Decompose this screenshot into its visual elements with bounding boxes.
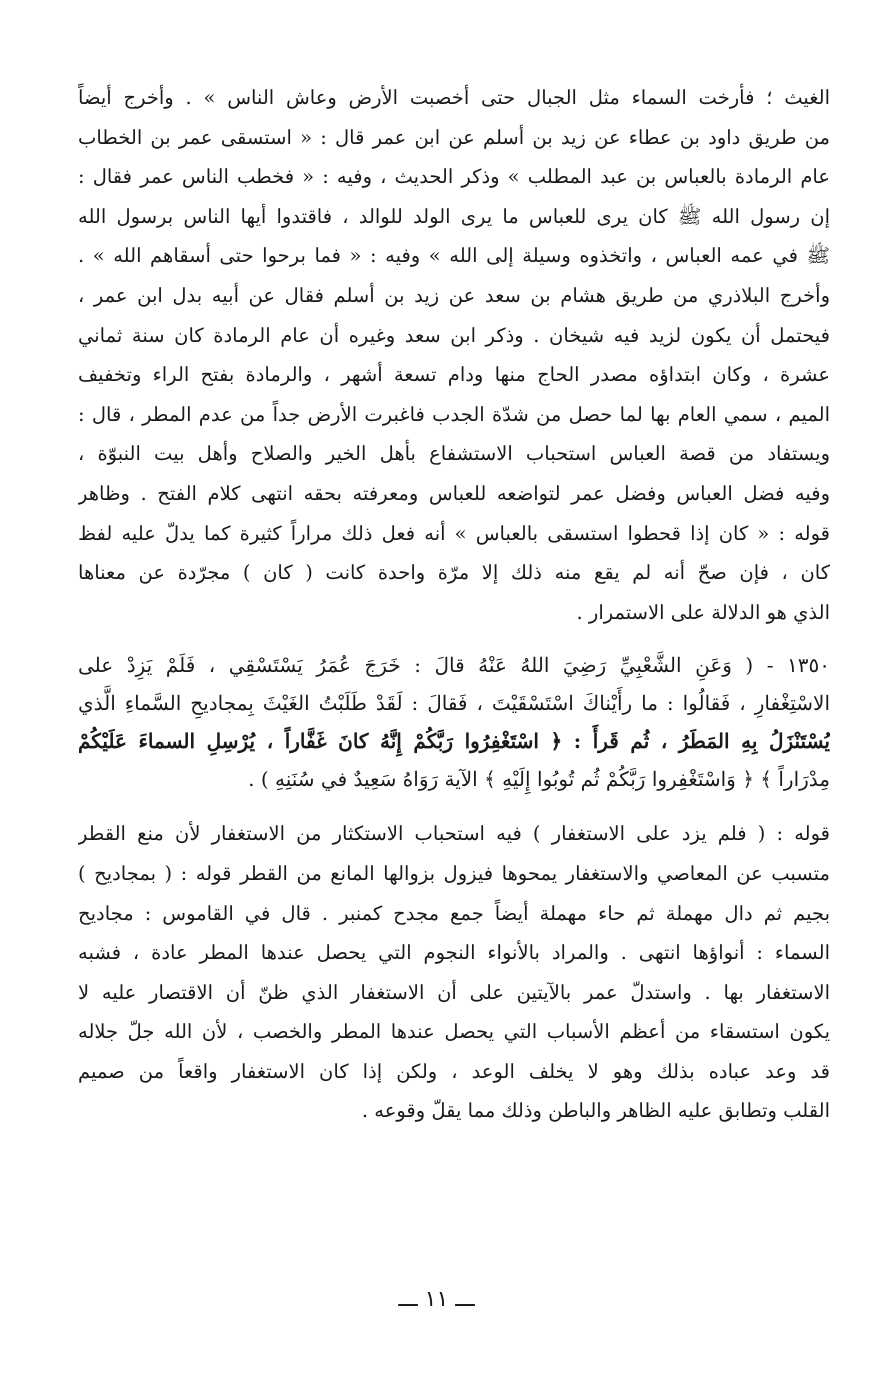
text-line: وفيه فضل العباس وفضل عمر لتواضعه للعباس ومعرفته بحقه انتهى كلام الفتح . وظاهر bbox=[78, 481, 830, 505]
text-line: ويستفاد من قصة العباس استحباب الاستشفاع بأهل الخير والصلاح وأهل بيت النبوّة ، bbox=[78, 442, 830, 466]
text-line: قوله : ( فلم يزد على الاستغفار ) فيه استحباب الاستكثار من الاستغفار لأن منع القطر bbox=[78, 822, 830, 846]
text-line: قوله : « كان إذا قحطوا استسقى بالعباس » أنه فعل ذلك مراراً كثيرة كما يدلّ عليه لفظ bbox=[78, 521, 830, 545]
text-line: القلب وتطابق عليه الظاهر والباطن وذلك مما يقلّ وقوعه . bbox=[361, 1099, 830, 1123]
text-line: الذي هو الدلالة على الاستمرار . bbox=[576, 600, 830, 624]
text-line: متسبب عن المعاصي والاستغفار يمحوها فيزول بزوالها المانع من القطر قوله : ( بمجاديح ) bbox=[78, 861, 830, 885]
text-line: ﷺ في عمه العباس ، واتخذوه وسيلة إلى الله » وفيه : « فما برحوا حتى أسقاهم الله » . bbox=[78, 244, 830, 268]
page-number: ـــ ١١ ـــ bbox=[398, 1287, 475, 1312]
text-line: عام الرمادة بالعباس بن عبد المطلب » وذكر الحديث ، وفيه : « فخطب الناس عمر فقال : bbox=[78, 165, 830, 189]
hadith-line: يُسْتَنْزَلُ بِهِ المَطَرُ ، ثُم قَرأَ : ﴿ اسْتَغْفِرُوا رَبَّكُمْ إِنَّهُ كانَ غَفَّاراً ، يُرْسِلِ السماءَ عَلَيْكُمْ bbox=[78, 729, 830, 754]
text-line: الغيث ؛ فأرخت السماء مثل الجبال حتى أخصبت الأرض وعاش الناس » . وأخرج أيضاً bbox=[78, 86, 830, 109]
hadith-line: مِدْرَاراً ﴾ ﴿ وَاسْتَغْفِروا رَبَّكُمْ ثُم تُوبُوا إِلَيْهِ ﴾ الآية رَوَاهُ سَعِيدٌ في سُنَنِهِ ) . bbox=[248, 767, 830, 792]
text-line: فيحتمل أن يكون لزيد فيه شيخان . وذكر ابن سعد وغيره أن عام الرمادة كان سنة ثماني bbox=[78, 323, 830, 347]
hadith-line: الاسْتِغْفارِ ، فَقالُوا : ما رأَيْناكَ اسْتَسْقَيْتَ ، فَقالَ : لَقَدْ طَلَبْتُ الغَيْثَ بِمجاديحِ السَّماءِ الَّذي bbox=[78, 691, 830, 716]
text-line: يكون استسقاء من أعظم الأسباب التي يحصل عندها المطر والخصب ، لأن الله جلّ جلاله bbox=[78, 1020, 830, 1044]
text-line: وأخرج البلاذري من طريق هشام بن سعد عن زيد بن أسلم فقال عن أبيه بدل ابن عمر ، bbox=[78, 283, 830, 307]
text-line: من طريق داود بن عطاء عن زيد بن أسلم عن ابن عمر قال : « استسقى عمر بن الخطاب bbox=[78, 125, 830, 149]
text-line: الاستغفار بها . واستدلّ عمر بالآيتين على أن الاستغفار الذي ظنّ أن الاقتصار عليه لا bbox=[78, 980, 830, 1004]
text-line: كان ، فإن صحّ أنه لم يقع منه ذلك إلا مرّة واحدة كانت ( كان ) مجرّدة عن معناها bbox=[78, 561, 830, 585]
text-line: إن رسول الله ﷺ كان يرى للعباس ما يرى الولد للوالد ، فاقتدوا أيها الناس برسول الله bbox=[78, 204, 830, 228]
text-line: عشرة ، وكان ابتداؤه مصدر الحاج منها ودام تسعة أشهر ، والرمادة بفتح الراء وتخفيف bbox=[78, 363, 830, 387]
text-line: بجيم ثم دال مهملة ثم حاء مهملة أيضاً جمع مجدح كمنبر . قال في القاموس : مجاديح bbox=[78, 901, 830, 925]
text-line: قد وعد عباده بذلك وهو لا يخلف الوعد ، ولكن إذا كان الاستغفار واقعاً من صميم bbox=[78, 1059, 830, 1083]
paragraph-commentary-continued bbox=[78, 78, 830, 632]
text-line: السماء : أنواؤها انتهى . والمراد بالأنواء النجوم التي يحصل عندها المطر عادة ، فشبه bbox=[78, 941, 830, 965]
hadith-line: ١٣٥٠ - ( وَعَنِ الشَّعْبِيِّ رَضِيَ اللهُ عَنْهُ قالَ : خَرَجَ عُمَرُ يَسْتَسْقِي ، فَلَمْ يَزِدْ على bbox=[78, 653, 830, 678]
hadith-1350 bbox=[78, 646, 830, 798]
paragraph-sharh bbox=[78, 814, 830, 1131]
document-page bbox=[78, 78, 830, 1131]
text-line: الميم ، سمي العام بها لما حصل من شدّة الجدب فاغبرت الأرض جداً من عدم المطر ، قال : bbox=[78, 402, 830, 426]
